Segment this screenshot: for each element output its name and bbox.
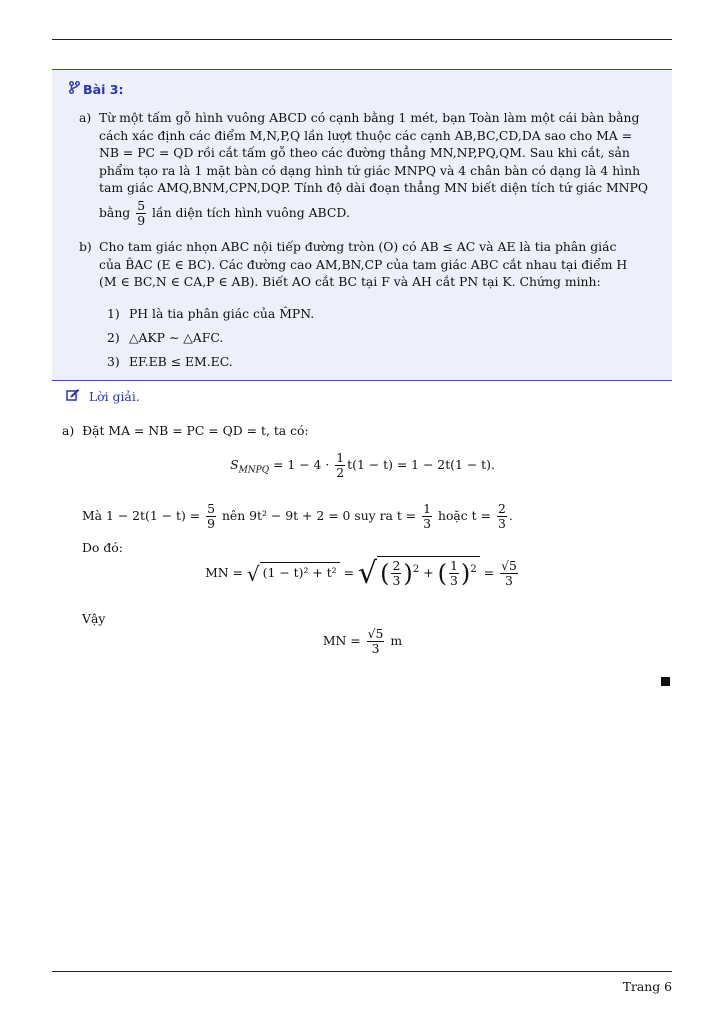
problem-title-text: Bài 3:	[83, 82, 124, 97]
part-a-line: tam giác AMQ,BNM,CPN,DQP. Tính độ dài đoạn thẳng MN biết diện tích tứ giác MNPQ	[99, 180, 649, 196]
part-a	[79, 109, 659, 228]
solution-intro: a) Đặt MA = NB = PC = QD = t, ta có:	[62, 423, 309, 438]
branch-icon	[69, 81, 80, 97]
equation-area: $S_{MNPQ} = 1 - 4$ · $\frac{1}{2}$ t(1 − t) = 1 − 2t(1 − t).	[230, 450, 495, 480]
top-rule	[52, 39, 672, 40]
fraction: $\frac{1}{2}$	[336, 450, 345, 480]
proof-item: 3) EF.EB ≤ EM.EC.	[107, 354, 233, 369]
proof-item: 2) △AKP ∼ △AFC.	[107, 330, 224, 345]
bottom-rule	[52, 971, 672, 972]
part-a-line: NB = PC = QD rồi cắt tấm gỗ theo các đường thẳng MN,NP,PQ,QM. Sau khi cắt, sản	[99, 145, 630, 161]
part-b-label: b)	[79, 239, 92, 254]
do-do-label: Do đó:	[82, 540, 123, 555]
solution-heading: Lời giải.	[66, 389, 140, 404]
fraction: $\frac{5}{9}$	[137, 197, 146, 228]
part-b-line: Cho tam giác nhọn ABC nội tiếp đường tròn (O) có AB ≤ AC và AE là tia phân giác	[99, 239, 617, 254]
problem-box	[52, 69, 672, 381]
equation-mn: MN = √ (1 − t)² + t² = √ ( $\frac{2}{3}$ )$^2$ + ( $\frac{1}{3}$ )$^2$ = $\frac{√5}{3}$	[205, 556, 517, 591]
problem-title	[69, 81, 124, 97]
proof-item: 1) PH là tia phân giác của M̂PN.	[107, 306, 315, 321]
part-a-line: phẩm tạo ra là 1 mặt bàn có dạng hình tứ giác MNPQ và 4 chân bàn có dạng là 4 hình	[99, 162, 641, 178]
part-b-line: của B̂AC (E ∈ BC). Các đường cao AM,BN,CP của tam giác ABC cắt nhau tại điểm H	[99, 256, 628, 272]
part-b-line: (M ∈ BC,N ∈ CA,P ∈ AB). Biết AO cắt BC tại F và AH cắt PN tại K. Chứng minh:	[99, 274, 601, 290]
part-a-label: a)	[79, 110, 92, 125]
part-b	[79, 238, 659, 291]
equation-final: MN = $\frac{√5}{3}$ m	[322, 626, 403, 656]
page-number: Trang 6	[622, 979, 672, 994]
part-a-line: bằng $\frac{5}{9}$ lần diện tích hình vuông ABCD.	[99, 197, 350, 228]
solution-line-2: Mà 1 − 2t(1 − t) = $\frac{5}{9}$ nên 9t² − 9t + 2 = 0 suy ra t = $\frac{1}{3}$ hoặc t = $\frac{2}{3}$ .	[82, 501, 513, 531]
part-a-line: cách xác định các điểm M,N,P,Q lần lượt thuộc các cạnh AB,BC,CD,DA sao cho MA =	[99, 127, 633, 143]
vay-label: Vậy	[82, 611, 106, 626]
qed-square	[661, 677, 670, 686]
part-a-line: Từ một tấm gỗ hình vuông ABCD có cạnh bằng 1 mét, bạn Toàn làm một cái bàn bằng	[99, 110, 640, 125]
edit-icon	[66, 389, 84, 404]
